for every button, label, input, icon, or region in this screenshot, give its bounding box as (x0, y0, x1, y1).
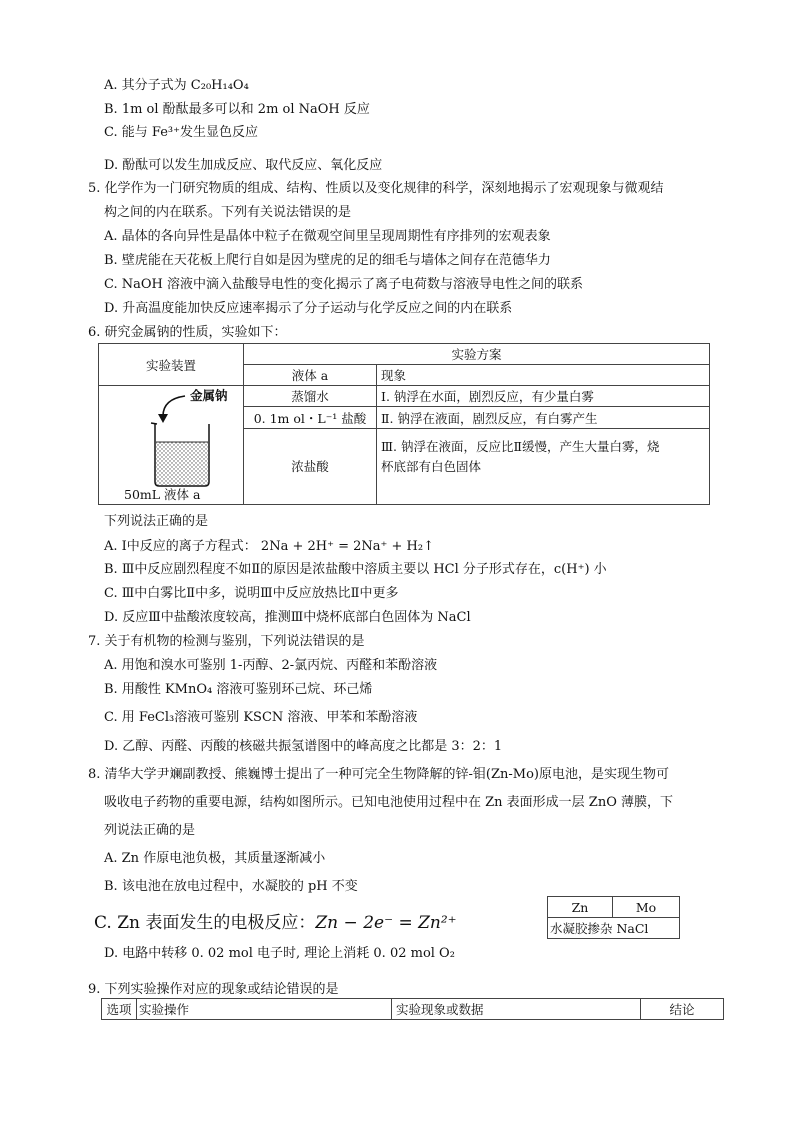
q6-phenomenon-row3-line1: Ⅲ. 钠浮在液面，反应比Ⅱ缓慢，产生大量白雾，烧 (381, 438, 660, 454)
q6-header-plan: 实验方案 (244, 344, 710, 365)
q9-header-operation: 实验操作 (137, 999, 392, 1020)
q6-question: 下列说法正确的是 (104, 514, 209, 529)
q6-liquid-row3: 浓盐酸 (244, 428, 377, 504)
zn-electrode-label: Zn (548, 897, 613, 918)
q5-option-a: A. 晶体的各向异性是晶体中粒子在微观空间里呈现周期性有序排列的宏观表象 (104, 229, 551, 244)
beaker-label: 50mL 液体 a (124, 487, 201, 502)
q7-option-c: C. 用 FeCl₃溶液可鉴别 KSCN 溶液、甲苯和苯酚溶液 (104, 710, 418, 725)
q9-header-conclusion: 结论 (641, 999, 724, 1020)
q5-option-b: B. 壁虎能在天花板上爬行自如是因为壁虎的足的细毛与墙体之间存在范德华力 (104, 253, 551, 268)
q4-option-d: D. 酚酞可以发生加成反应、取代反应、氧化反应 (104, 158, 383, 173)
q6-option-d: D. 反应Ⅲ中盐酸浓度较高，推测Ⅲ中烧杯底部白色固体为 NaCl (104, 610, 471, 625)
q6-option-b: B. Ⅲ中反应剧烈程度不如Ⅱ的原因是浓盐酸中溶质主要以 HCl 分子形式存在，c(H⁺) 小 (104, 562, 607, 577)
q8-stem-line3: 列说法正确的是 (104, 823, 196, 838)
q6-phenomenon-row3 (377, 428, 710, 504)
q6-header-liquid: 液体 a (244, 365, 377, 386)
q8-stem-line1: 8. 清华大学尹斓副教授、熊巍博士提出了一种可完全生物降解的锌-钼(Zn-Mo)原电池，是实现生物可 (88, 767, 670, 782)
q5-stem-line2: 构之间的内在联系。下列有关说法错误的是 (104, 205, 352, 220)
q6-phenomenon-row1: Ⅰ. 钠浮在水面，剧烈反应，有少量白雾 (377, 386, 710, 407)
q8-option-c-equation: Zn − 2e⁻ = Zn²⁺ (315, 913, 457, 933)
q8-option-d: D. 电路中转移 0. 02 mol 电子时, 理论上消耗 0. 02 mol O₂ (104, 946, 455, 961)
q9-table (101, 998, 724, 1020)
q4-option-b: B. 1m ol 酚酞最多可以和 2m ol NaOH 反应 (104, 102, 370, 117)
mo-electrode-label: Mo (613, 897, 680, 918)
q6-header-phenomenon: 现象 (377, 365, 710, 386)
q9-header-phenomenon: 实验现象或数据 (392, 999, 641, 1020)
q6-liquid-row1: 蒸馏水 (244, 386, 377, 407)
q8-option-a: A. Zn 作原电池负极，其质量逐渐减小 (104, 851, 326, 866)
q4-option-c: C. 能与 Fe³⁺发生显色反应 (104, 125, 258, 140)
hydrogel-label: 水凝胶掺杂 NaCl (548, 918, 680, 939)
q6-phenomenon-row2: Ⅱ. 钠浮在液面，剧烈反应，有白雾产生 (377, 407, 710, 428)
q6-header-device: 实验装置 (99, 344, 244, 386)
q8-stem-line2: 吸收电子药物的重要电源，结构如图所示。已知电池使用过程中在 Zn 表面形成一层 ZnO 薄膜，下 (104, 795, 673, 810)
q6-stem: 6. 研究金属钠的性质，实验如下： (88, 325, 287, 340)
q5-stem-line1: 5. 化学作为一门研究物质的组成、结构、性质以及变化规律的科学，深刻地揭示了宏观现象与微观结 (88, 181, 664, 196)
q7-option-b: B. 用酸性 KMnO₄ 溶液可鉴别环己烷、环己烯 (104, 682, 373, 697)
battery-structure-table (547, 896, 680, 939)
q9-header-option: 选项 (102, 999, 137, 1020)
q8-option-b: B. 该电池在放电过程中，水凝胶的 pH 不变 (104, 879, 358, 894)
q5-option-d: D. 升高温度能加快反应速率揭示了分子运动与化学反应之间的内在联系 (104, 301, 513, 316)
q7-stem: 7. 关于有机物的检测与鉴别，下列说法错误的是 (88, 634, 365, 649)
q6-phenomenon-row3-line2: 杯底部有白色固体 (381, 458, 482, 474)
sodium-label: 金属钠 (190, 388, 228, 403)
q4-option-a: A. 其分子式为 C₂₀H₁₄O₄ (104, 78, 249, 93)
liquid-fill (156, 442, 208, 485)
q5-option-c: C. NaOH 溶液中滴入盐酸导电性的变化揭示了离子电荷数与溶液导电性之间的联系 (104, 277, 584, 292)
arrow-head-icon (158, 414, 168, 423)
q8-option-c (94, 912, 457, 934)
q6-option-c: C. Ⅲ中白雾比Ⅱ中多，说明Ⅲ中反应放热比Ⅱ中更多 (104, 586, 399, 601)
q6-experiment-table (98, 343, 710, 505)
q6-apparatus-cell (99, 386, 244, 505)
q8-option-c-prefix: C. Zn 表面发生的电极反应： (94, 913, 316, 933)
q6-liquid-row2: 0. 1m ol・L⁻¹ 盐酸 (244, 407, 377, 428)
q9-stem: 9. 下列实验操作对应的现象或结论错误的是 (88, 982, 339, 997)
arrow-icon (163, 396, 185, 416)
q7-option-d: D. 乙醇、丙醛、丙酸的核磁共振氢谱图中的峰高度之比都是 3：2：1 (104, 739, 503, 754)
q7-option-a: A. 用饱和溴水可鉴别 1-丙醇、2-氯丙烷、丙醛和苯酚溶液 (104, 658, 438, 673)
q6-option-a: A. Ⅰ中反应的离子方程式： 2Na + 2H⁺ = 2Na⁺ + H₂↑ (104, 539, 434, 554)
